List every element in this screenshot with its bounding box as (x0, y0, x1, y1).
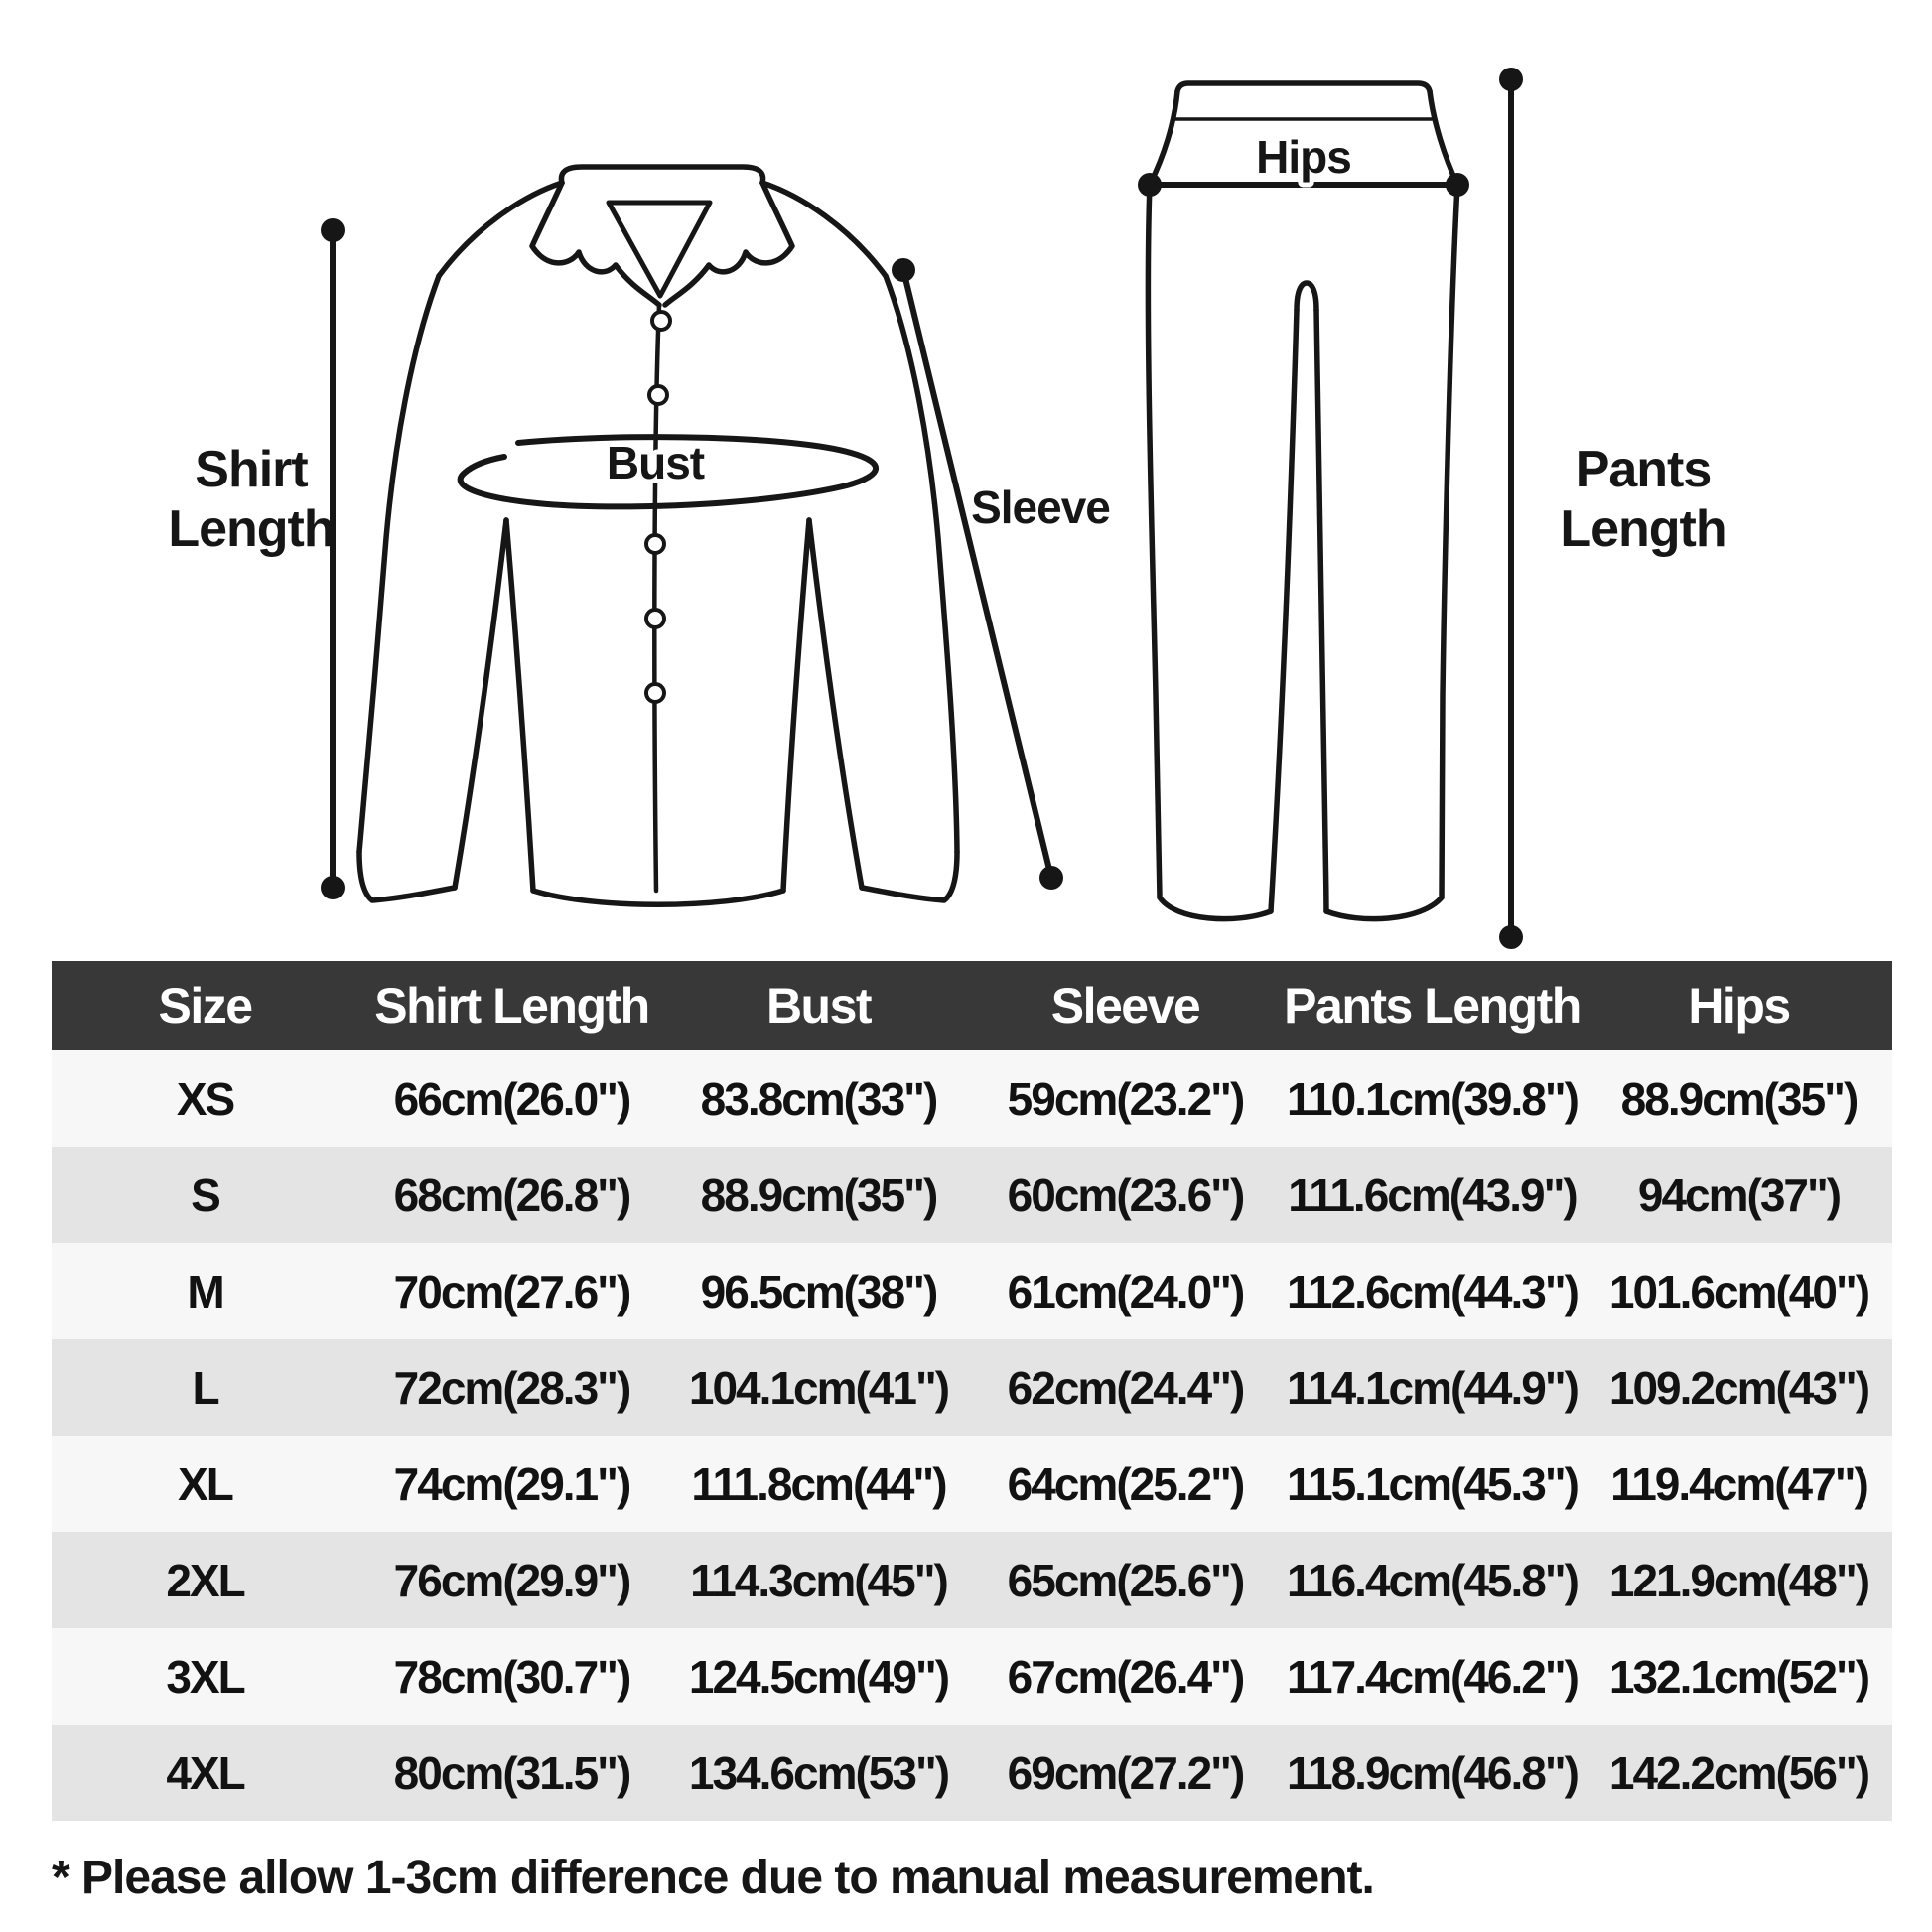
table-cell: 64cm(25.2") (972, 1436, 1279, 1532)
table-cell: 59cm(23.2") (972, 1050, 1279, 1147)
table-row (52, 1725, 1892, 1821)
table-cell: 115.1cm(45.3") (1279, 1436, 1586, 1532)
size-table-body (52, 1050, 1892, 1821)
table-cell: 111.8cm(44") (665, 1436, 972, 1532)
table-cell: 124.5cm(49") (665, 1628, 972, 1725)
shirt-drawing (359, 167, 957, 904)
table-cell: 132.1cm(52") (1586, 1628, 1892, 1725)
table-cell: 60cm(23.6") (972, 1147, 1279, 1243)
measurement-footnote: * Please allow 1-3cm difference due to manual measurement. (52, 1852, 1374, 1904)
table-cell: 121.9cm(48") (1586, 1532, 1892, 1628)
table-cell: 109.2cm(43") (1586, 1339, 1892, 1436)
column-header: Sleeve (972, 961, 1279, 1050)
table-cell: 65cm(25.6") (972, 1532, 1279, 1628)
table-cell: 4XL (52, 1725, 358, 1821)
table-row (52, 1628, 1892, 1725)
header-row (52, 961, 1892, 1050)
sleeve-line (892, 258, 1063, 890)
table-row (52, 1050, 1892, 1147)
shirt-length-line (321, 218, 345, 899)
table-cell: 110.1cm(39.8") (1279, 1050, 1586, 1147)
measurement-diagram (0, 0, 1932, 958)
table-cell: 101.6cm(40") (1586, 1243, 1892, 1339)
table-cell: 80cm(31.5") (358, 1725, 665, 1821)
table-cell: XS (52, 1050, 358, 1147)
table-cell: 2XL (52, 1532, 358, 1628)
column-header: Shirt Length (358, 961, 665, 1050)
table-cell: 83.8cm(33") (665, 1050, 972, 1147)
pants-drawing (1148, 83, 1457, 919)
size-table-header (52, 961, 1892, 1050)
table-cell: 94cm(37") (1586, 1147, 1892, 1243)
table-cell: 70cm(27.6") (358, 1243, 665, 1339)
pants-length-line (1499, 68, 1523, 949)
size-table (52, 961, 1892, 1821)
table-cell: 104.1cm(41") (665, 1339, 972, 1436)
table-cell: S (52, 1147, 358, 1243)
sleeve-label: Sleeve (971, 482, 1110, 533)
shirt-length-label-line1: Shirt (195, 441, 308, 498)
column-header: Hips (1586, 961, 1892, 1050)
table-cell: 114.1cm(44.9") (1279, 1339, 1586, 1436)
table-row (52, 1339, 1892, 1436)
table-cell: 3XL (52, 1628, 358, 1725)
table-cell: 76cm(29.9") (358, 1532, 665, 1628)
table-row (52, 1532, 1892, 1628)
table-cell: 114.3cm(45") (665, 1532, 972, 1628)
table-cell: 88.9cm(35") (665, 1147, 972, 1243)
table-cell: 142.2cm(56") (1586, 1725, 1892, 1821)
table-cell: 118.9cm(46.8") (1279, 1725, 1586, 1821)
hips-label: Hips (1256, 131, 1351, 183)
table-cell: 62cm(24.4") (972, 1339, 1279, 1436)
table-cell: XL (52, 1436, 358, 1532)
table-cell: 68cm(26.8") (358, 1147, 665, 1243)
table-cell: 67cm(26.4") (972, 1628, 1279, 1725)
table-row (52, 1243, 1892, 1339)
table-cell: 88.9cm(35") (1586, 1050, 1892, 1147)
table-cell: 117.4cm(46.2") (1279, 1628, 1586, 1725)
table-cell: 116.4cm(45.8") (1279, 1532, 1586, 1628)
table-row (52, 1436, 1892, 1532)
table-row (52, 1147, 1892, 1243)
measurement-lines (321, 68, 1523, 949)
table-cell: 61cm(24.0") (972, 1243, 1279, 1339)
table-cell: 112.6cm(44.3") (1279, 1243, 1586, 1339)
column-header: Bust (665, 961, 972, 1050)
table-cell: 74cm(29.1") (358, 1436, 665, 1532)
bust-label: Bust (606, 437, 705, 488)
table-cell: 69cm(27.2") (972, 1725, 1279, 1821)
table-cell: M (52, 1243, 358, 1339)
table-cell: 134.6cm(53") (665, 1725, 972, 1821)
shirt-length-label-line2: Length (168, 500, 335, 558)
table-cell: L (52, 1339, 358, 1436)
table-cell: 111.6cm(43.9") (1279, 1147, 1586, 1243)
table-cell: 96.5cm(38") (665, 1243, 972, 1339)
column-header: Pants Length (1279, 961, 1586, 1050)
table-cell: 72cm(28.3") (358, 1339, 665, 1436)
table-cell: 66cm(26.0") (358, 1050, 665, 1147)
table-cell: 78cm(30.7") (358, 1628, 665, 1725)
pants-length-label-line1: Pants (1575, 441, 1712, 498)
table-cell: 119.4cm(47") (1586, 1436, 1892, 1532)
pants-length-label-line2: Length (1560, 500, 1726, 558)
column-header: Size (52, 961, 358, 1050)
